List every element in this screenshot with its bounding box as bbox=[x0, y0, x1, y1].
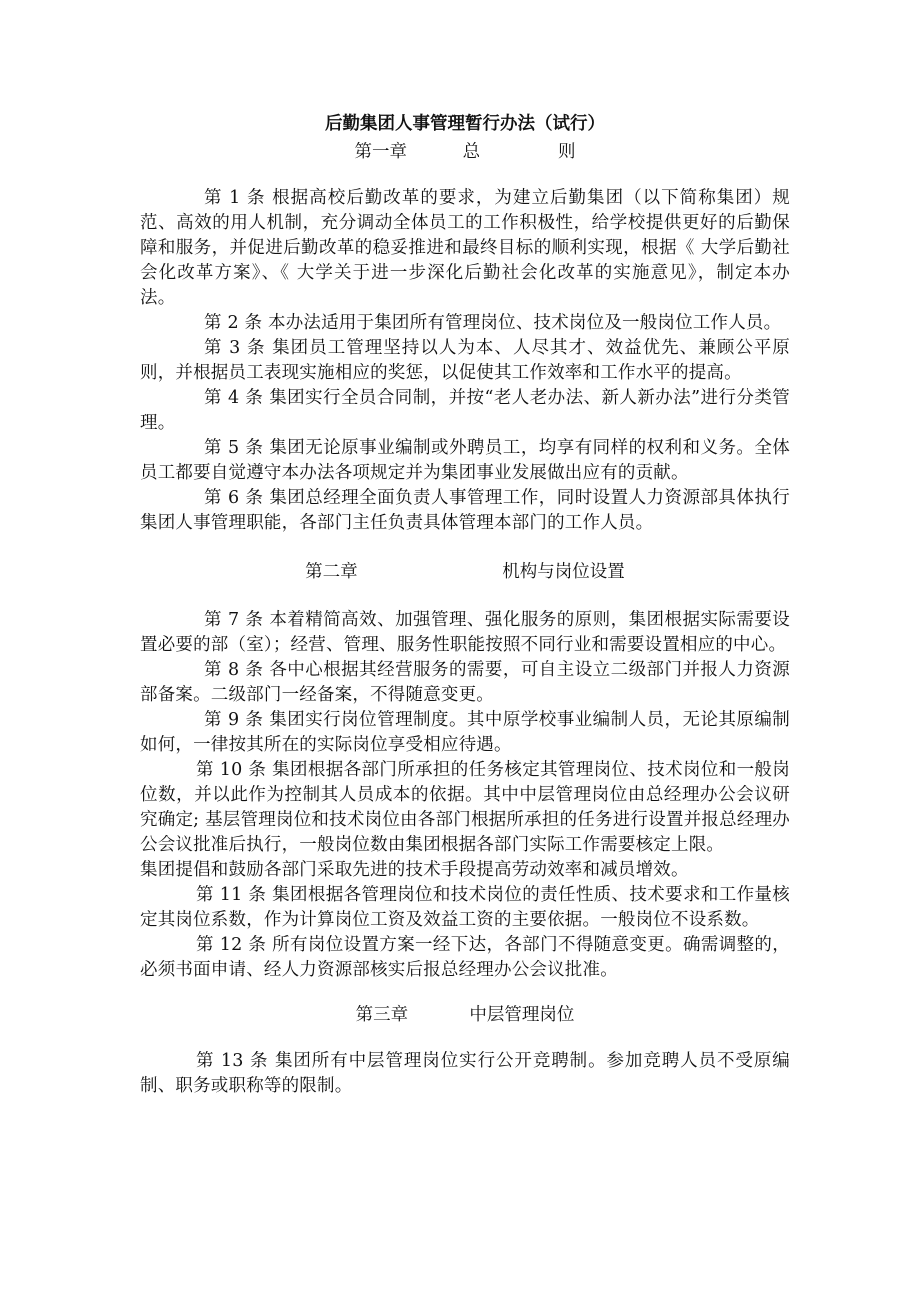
chapter-3-heading: 第三章 中层管理岗位 bbox=[355, 1005, 575, 1025]
article-12: 第 12 条 所有岗位设置方案一经下达，各部门不得随意变更。确需调整的，必须书面申请、经人力资源部核实后报总经理办公会议批准。 bbox=[140, 935, 790, 980]
article-6: 第 6 条 集团总经理全面负责人事管理工作，同时设置人力资源部具体执行集团人事管理职能，各部门主任负责具体管理本部门的工作人员。 bbox=[140, 488, 790, 533]
chapter-2-heading: 第二章 机构与岗位设置 bbox=[305, 562, 625, 582]
article-11: 第 11 条 集团根据各管理岗位和技术岗位的责任性质、技术要求和工作量核定其岗位系数，作为计算岗位工资及效益工资的主要依据。一般岗位不设系数。 bbox=[140, 885, 790, 930]
article-9: 第 9 条 集团实行岗位管理制度。其中原学校事业编制人员，无论其原编制如何，一律按其所在的实际岗位享受相应待遇。 bbox=[140, 710, 790, 755]
document-title: 后勤集团人事管理暂行办法（试行） bbox=[325, 114, 605, 134]
article-10: 第 10 条 集团根据各部门所承担的任务核定其管理岗位、技术岗位和一般岗位数，并以此作为控制其人员成本的依据。其中中层管理岗位由总经理办公会议研究确定; 基层管理岗位和技术岗位由各部门根据所承担的任务进行设置并报总经理办公会议批准后执行，一般岗位数由集团根据各部门实际工作需要核定上限。 bbox=[140, 760, 790, 855]
article-8: 第 8 条 各中心根据其经营服务的需要，可自主设立二级部门并报人力资源部备案。二级部门一经备案，不得随意变更。 bbox=[140, 660, 790, 705]
article-10-note: 集团提倡和鼓励各部门采取先进的技术手段提高劳动效率和减员增效。 bbox=[140, 860, 689, 880]
article-3: 第 3 条 集团员工管理坚持以人为本、人尽其才、效益优先、兼顾公平原则，并根据员工表现实施相应的奖惩，以促使其工作效率和工作水平的提高。 bbox=[140, 338, 790, 383]
article-13: 第 13 条 集团所有中层管理岗位实行公开竞聘制。参加竞聘人员不受原编制、职务或职称等的限制。 bbox=[140, 1051, 790, 1096]
chapter-1-heading: 第一章 总 则 bbox=[354, 142, 576, 162]
article-7: 第 7 条 本着精简高效、加强管理、强化服务的原则，集团根据实际需要设置必要的部（室）；经营、管理、服务性职能按照不同行业和需要设置相应的中心。 bbox=[140, 610, 790, 655]
article-2: 第 2 条 本办法适用于集团所有管理岗位、技术岗位及一般岗位工作人员。 bbox=[204, 313, 782, 333]
article-1: 第 1 条 根据高校后勤改革的要求，为建立后勤集团（以下简称集团）规范、高效的用人机制，充分调动全体员工的工作积极性，给学校提供更好的后勤保障和服务，并促进后勤改革的稳妥推进和最终目标的顺利实现，根据《 大学后勤社会化改革方案》、《 大学关于进一步深化后勤社会化改革的实施意见》，制定本办法。 bbox=[140, 188, 790, 308]
article-4: 第 4 条 集团实行全员合同制，并按“老人老办法、新人新办法”进行分类管理。 bbox=[140, 388, 790, 433]
article-5: 第 5 条 集团无论原事业编制或外聘员工，均享有同样的权利和义务。全体员工都要自觉遵守本办法各项规定并为集团事业发展做出应有的贡献。 bbox=[140, 438, 790, 483]
document-page bbox=[140, 110, 790, 1099]
